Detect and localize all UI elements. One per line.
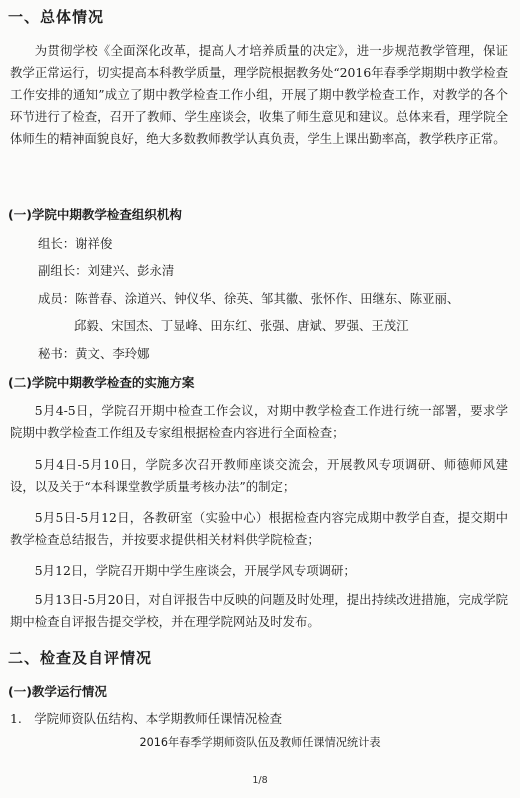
group-secretary: 秘书：黄文、李玲娜 [38, 346, 150, 361]
table-caption: 2016年春季学期师资队伍及教师任课情况统计表 [139, 736, 381, 749]
plan-item-2: 5月4日-5月10日，学院多次召开教师座谈交流会，开展教风专项调研、师德师风建设，以及关于“本科课堂教学质量考核办法”的制定； [10, 457, 508, 494]
section-2-subsection-1-heading: (一)教学运行情况 [8, 684, 107, 699]
section-1-heading: 一、总体情况 [8, 8, 105, 26]
group-leader: 组长：谢祥俊 [38, 236, 113, 251]
section-1-intro-paragraph: 为贯彻学校《全面深化改革，提高人才培养质量的决定》，进一步规范教学管理，保证教学正常运行，切实提高本科教学质量，理学院根据教务处“2016年春季学期期中教学检查工作安排的通知”成立了期中教学检查工作小组，开展了期中教学检查工作，对教学的各个环节进行了检查，召开了教师、学生座谈会，收集了师生意见和建议。总体来看，理学院全体师生的精神面貌良好，绝大多数教师教学认真负责，学生上课出勤率高，教学秩序正常。 [10, 43, 508, 146]
group-members-line-1: 成员：陈普春、涂道兴、钟仪华、徐英、邹其徽、张怀作、田继东、陈亚丽、 [38, 291, 460, 306]
subsection-1-heading: (一)学院中期教学检查组织机构 [8, 207, 182, 222]
subsection-2-heading: (二)学院中期教学检查的实施方案 [8, 375, 195, 390]
section-2-item-1: 1. 学院师资队伍结构、本学期教师任课情况检查 [10, 711, 283, 726]
group-members-line-2: 邱毅、宋国杰、丁显峰、田东红、张强、唐斌、罗强、王茂江 [74, 318, 409, 333]
plan-item-4: 5月12日，学院召开期中学生座谈会，开展学风专项调研； [34, 563, 356, 578]
plan-item-5: 5月13日-5月20日，对自评报告中反映的问题及时处理，提出持续改进措施，完成学院期中检查自评报告提交学校，并在理学院网站及时发布。 [10, 592, 508, 629]
group-vice-leaders: 副组长：刘建兴、彭永清 [38, 263, 175, 278]
plan-item-3: 5月5日-5月12日，各教研室（实验中心）根据检查内容完成期中教学自查，提交期中教学检查总结报告，并按要求提供相关材料供学院检查； [10, 510, 508, 547]
section-2-heading: 二、检查及自评情况 [8, 649, 153, 667]
plan-item-1: 5月4-5日，学院召开期中检查工作会议，对期中教学检查工作进行统一部署，要求学院期中教学检查工作组及专家组根据检查内容进行全面检查； [10, 403, 508, 440]
page-number: 1/8 [252, 775, 268, 786]
